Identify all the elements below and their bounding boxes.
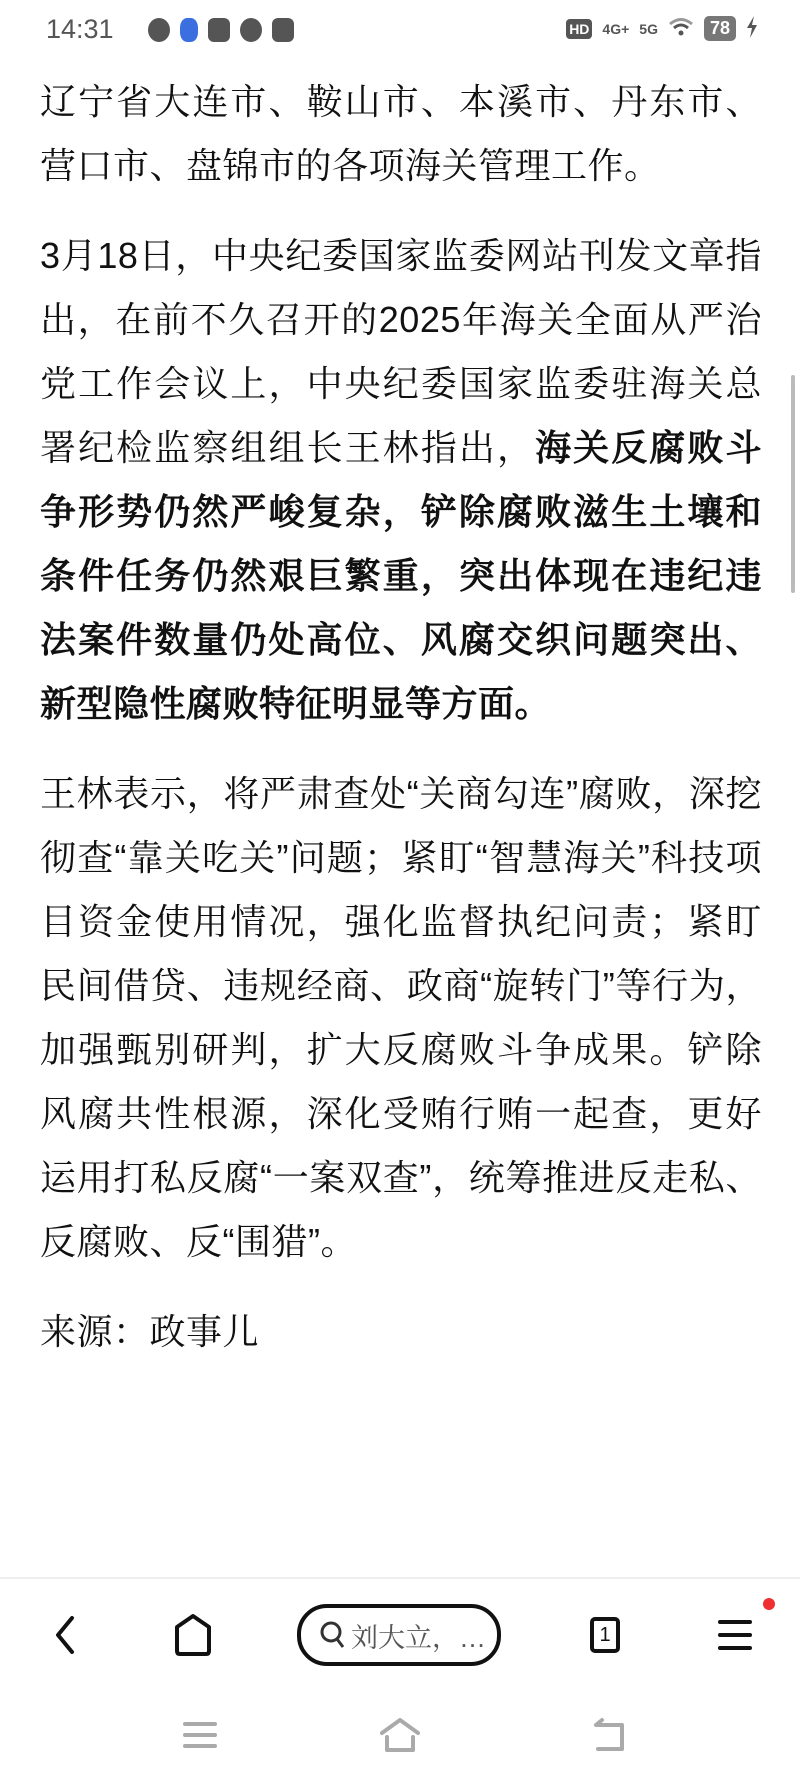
system-home-icon [378,1717,422,1753]
recent-apps-icon [183,1720,217,1750]
tab-count-icon [590,1617,620,1653]
recent-apps-button[interactable] [175,1700,225,1770]
status-time: 14:31 [46,14,114,44]
hd-voice-icon: HD [566,19,592,39]
browser-toolbar [0,1590,800,1680]
paragraph-text: 王林表示，将严肃查处“关商勾连”腐败，深挖彻查“靠关吃关”问题；紧盯“智慧海关”科技项目资金使用情况，强化监督执纪问责；紧盯民间借贷、违规经商、政商“旋转门”等行为，加强甄别研判，扩大反腐败斗争成果。铲除风腐共性根源，深化受贿行贿一起查，更好运用打私反腐“一案双查”，统筹推进反走私、反腐败、反“围猎”。 [40,773,762,1262]
search-icon [319,1620,347,1650]
menu-icon [717,1617,753,1653]
wifi-icon [668,17,694,40]
article-paragraph [40,762,762,1274]
app-icon [240,18,262,42]
video-play-icon [208,18,230,42]
system-back-button[interactable] [585,1700,635,1770]
article-paragraph [40,1300,762,1364]
tab-count: 1 [599,1623,611,1646]
system-back-icon [592,1717,628,1753]
signal-4g-icon: 4G+ [602,20,630,37]
scrollbar[interactable] [791,375,795,593]
menu-button[interactable] [710,1590,760,1680]
system-home-button[interactable] [375,1700,425,1770]
paragraph-text: 3月18日，中央纪委国家监委网站刊发文章指出，在前不久召开的2025年海关全面从严治党工作会议上，中央纪委国家监委驻海关总署纪检监察组组长王林指出， [40,235,762,468]
tabs-button[interactable] [580,1590,630,1680]
notification-dot [763,1598,775,1610]
signal-5g-icon: 5G [639,20,658,37]
home-button[interactable] [168,1590,218,1680]
battery-icon: 78 [704,16,736,41]
system-nav-bar [0,1700,800,1784]
charging-icon [746,16,758,41]
paragraph-text: 来源：政事儿 [40,1311,260,1352]
article-paragraph [40,70,762,198]
wallet-icon [272,18,294,42]
paragraph-text: 辽宁省大连市、鞍山市、本溪市、丹东市、营口市、盘锦市的各项海关管理工作。 [40,81,762,186]
bold-text: 海关反腐败斗争形势仍然严峻复杂，铲除腐败滋生土壤和条件任务仍然艰巨繁重，突出体现在违纪违法案件数量仍处高位、风腐交织问题突出、新型隐性腐败特征明显等方面。 [40,427,762,724]
search-bar[interactable] [297,1604,501,1666]
article-paragraph [40,224,762,736]
back-icon [53,1615,77,1655]
wechat-icon [148,18,170,42]
baidu-icon [180,18,198,42]
home-icon [173,1613,213,1657]
toolbar-divider [0,1577,800,1579]
article-body [40,70,762,1390]
status-bar [0,0,800,64]
back-button[interactable] [40,1590,90,1680]
search-text: 刘大立，… [351,1622,486,1653]
